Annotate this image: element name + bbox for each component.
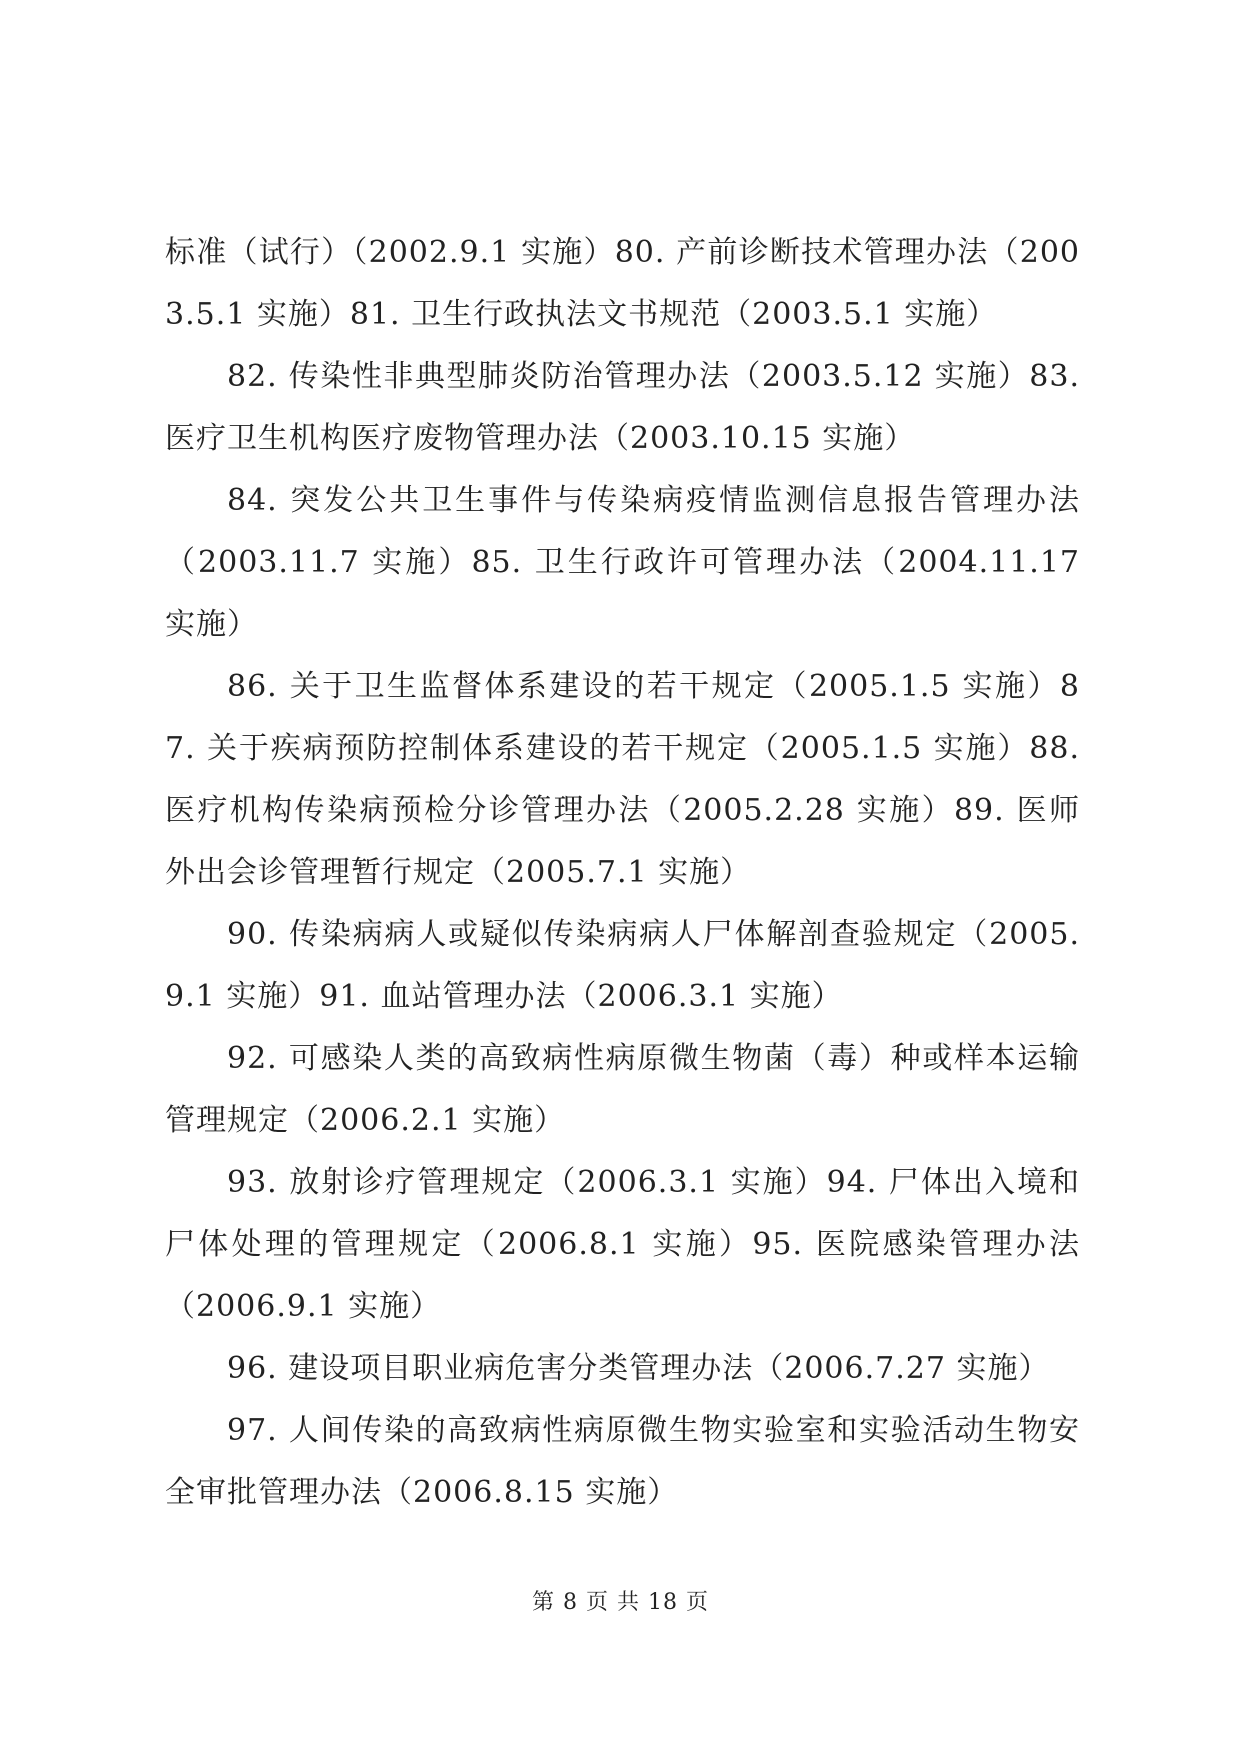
paragraph-item-90: 90. 传染病病人或疑似传染病病人尸体解剖查验规定（2005.9.1 实施）91. 血站管理办法（2006.3.1 实施） xyxy=(165,917,1080,1014)
paragraph-item-93: 93. 放射诊疗管理规定（2006.3.1 实施）94. 尸体出入境和尸体处理的管理规定（2006.8.1 实施）95. 医院感染管理办法（2006.9.1 实施） xyxy=(165,1165,1080,1324)
document-body xyxy=(165,222,1080,1524)
paragraph-item-97: 97. 人间传染的高致病性病原微生物实验室和实验活动生物安全审批管理办法（2006.8.15 实施） xyxy=(165,1413,1080,1510)
paragraph-item-92: 92. 可感染人类的高致病性病原微生物菌（毒）种或样本运输管理规定（2006.2.1 实施） xyxy=(165,1041,1080,1138)
paragraph-item-96: 96. 建设项目职业病危害分类管理办法（2006.7.27 实施） xyxy=(227,1351,1050,1386)
page-number-label: 第 8 页 共 18 页 xyxy=(532,1590,709,1615)
page-footer xyxy=(0,1585,1241,1616)
paragraph-item-86: 86. 关于卫生监督体系建设的若干规定（2005.1.5 实施）87. 关于疾病预防控制体系建设的若干规定（2005.1.5 实施）88. 医疗机构传染病预检分诊管理办法（2005.2.28 实施）89. 医师外出会诊管理暂行规定（2005.7.1 实施） xyxy=(165,669,1080,890)
paragraph-item-84: 84. 突发公共卫生事件与传染病疫情监测信息报告管理办法（2003.11.7 实施）85. 卫生行政许可管理办法（2004.11.17 实施） xyxy=(165,483,1080,642)
paragraph-continuation: 标准（试行）（2002.9.1 实施）80. 产前诊断技术管理办法（2003.5.1 实施）81. 卫生行政执法文书规范（2003.5.1 实施） xyxy=(165,235,1080,332)
paragraph-item-82: 82. 传染性非典型肺炎防治管理办法（2003.5.12 实施）83. 医疗卫生机构医疗废物管理办法（2003.10.15 实施） xyxy=(165,359,1080,456)
